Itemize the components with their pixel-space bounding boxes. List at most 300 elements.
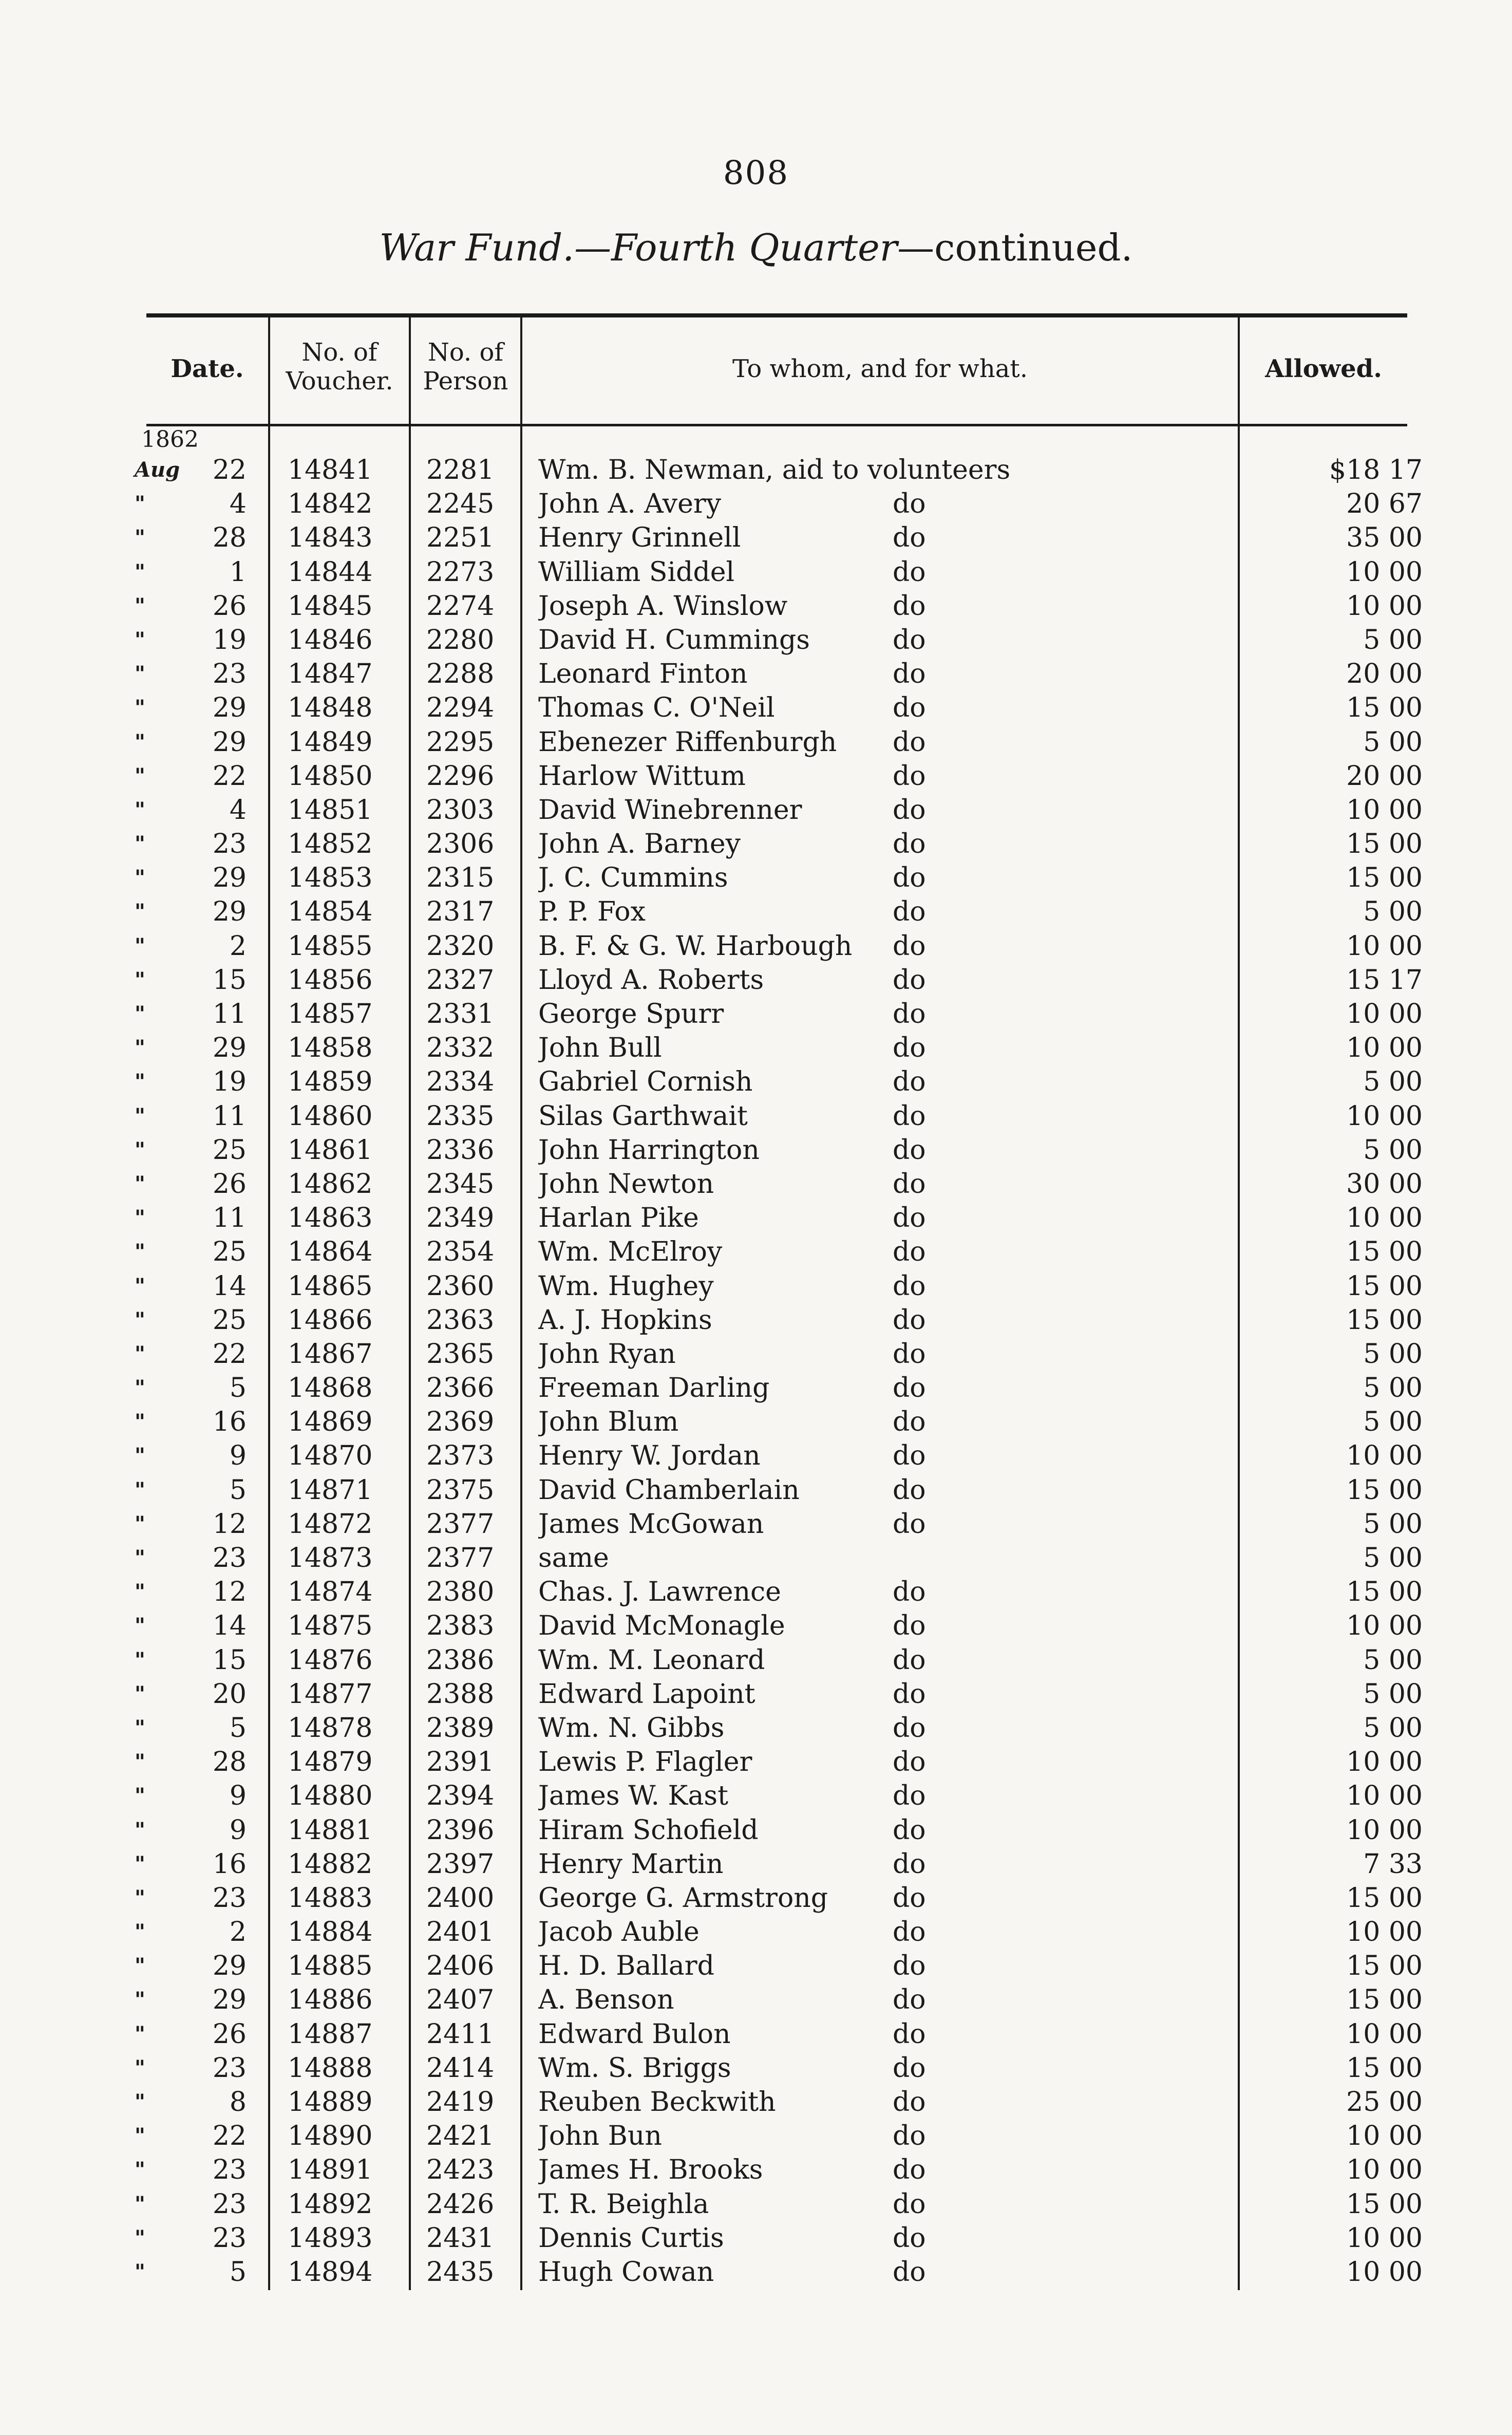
row-person-number: 2401 [426,1917,495,1948]
row-payee [538,1235,1226,1269]
table-row [0,1915,1512,1949]
row-payee-name: Jacob Auble [538,1917,700,1948]
row-day: 23 [212,2222,247,2254]
row-day: 12 [212,1577,247,1608]
row-month: " [135,1851,145,1876]
table-row [0,1065,1512,1099]
table-row [0,1269,1512,1303]
row-payee-name: Hugh Cowan [538,2256,714,2288]
row-payee [538,1439,1226,1473]
header-allowed: Allowed. [1265,354,1382,383]
table-row [0,1813,1512,1847]
row-payee-name: J. C. Cummins [538,863,728,894]
row-month: " [135,2055,145,2080]
row-day: 29 [212,1033,247,1064]
row-voucher-number: 14889 [288,2087,373,2118]
row-person-number: 2426 [426,2188,495,2220]
row-amount: 7 33 [1363,1848,1423,1880]
row-payee-name: Harlow Wittum [538,760,746,792]
row-voucher-number: 14873 [288,1543,373,1574]
row-voucher-number: 14869 [288,1407,373,1438]
row-month: " [135,1444,145,1468]
row-payee [538,2051,1226,2085]
row-amount: 10 00 [1346,1747,1423,1778]
row-amount: 10 00 [1346,1440,1423,1472]
row-month: Aug [135,458,180,482]
row-payee-name: Wm. N. Gibbs [538,1712,725,1744]
row-day: 29 [212,726,247,758]
row-amount: 5 00 [1363,1712,1423,1744]
row-day: 15 [212,964,247,996]
row-amount: 10 00 [1346,1814,1423,1846]
row-ditto: do [893,2256,926,2288]
row-voucher-number: 14885 [288,1951,373,1982]
table-row [0,1779,1512,1813]
row-payee [538,521,1226,555]
row-day: 12 [212,1508,247,1540]
table-row [0,589,1512,623]
row-person-number: 2423 [426,2155,495,2186]
row-voucher-number: 14870 [288,1440,373,1472]
row-ditto: do [893,1712,926,1744]
row-ditto: do [893,2155,926,2186]
row-payee-name: A. Benson [538,1984,674,2016]
row-amount: 15 17 [1346,964,1423,996]
row-day: 22 [212,760,247,792]
row-ditto: do [893,1984,926,2016]
row-payee-name: John Blum [538,1407,679,1438]
table-row [0,1473,1512,1507]
row-amount: 5 00 [1363,1338,1423,1370]
row-payee [538,895,1226,929]
row-ditto: do [893,863,926,894]
row-payee [538,1473,1226,1507]
row-day: 29 [212,692,247,724]
row-person-number: 2394 [426,1781,495,1812]
row-person-number: 2334 [426,1066,495,1098]
row-day: 23 [212,659,247,690]
row-ditto: do [893,1304,926,1336]
table-row [0,1405,1512,1439]
row-month: " [135,1103,145,1128]
header-bottom-rule [146,424,1407,426]
table-row [0,1745,1512,1779]
row-payee [538,1507,1226,1541]
row-day: 23 [212,2052,247,2084]
table-row [0,487,1512,521]
row-month: " [135,832,145,856]
page-title [0,226,1512,269]
row-amount: 5 00 [1363,1134,1423,1166]
row-amount: 15 00 [1346,829,1423,860]
row-payee-name: Gabriel Cornish [538,1066,753,1098]
row-month: " [135,1750,145,1774]
table-row [0,929,1512,963]
row-ditto: do [893,1338,926,1370]
row-payee-name: George G. Armstrong [538,1882,828,1914]
row-ditto: do [893,760,926,792]
row-payee-name: Hiram Schofield [538,1814,759,1846]
table-row [0,1201,1512,1235]
row-person-number: 2435 [426,2256,495,2288]
row-month: " [135,627,145,652]
row-payee [538,487,1226,521]
row-voucher-number: 14884 [288,1917,373,1948]
row-payee-name: Ebenezer Riffenburgh [538,726,837,758]
table-row [0,453,1512,487]
row-ditto: do [893,1508,926,1540]
row-amount: 30 00 [1346,1168,1423,1200]
table-row [0,2221,1512,2255]
row-ditto: do [893,692,926,724]
row-person-number: 2280 [426,624,495,655]
row-voucher-number: 14867 [288,1338,373,1370]
row-month: " [135,1920,145,1944]
row-month: " [135,1376,145,1400]
row-voucher-number: 14857 [288,999,373,1029]
row-voucher-number: 14856 [288,964,373,996]
row-person-number: 2273 [426,556,495,588]
row-voucher-number: 14893 [288,2222,373,2254]
row-payee-name: Wm. S. Briggs [538,2052,731,2084]
row-payee [538,1915,1226,1949]
row-amount: 15 00 [1346,1984,1423,2016]
row-payee [538,1609,1226,1643]
title-continued: —continued. [897,226,1133,269]
row-ditto: do [893,1440,926,1472]
row-amount: 5 00 [1363,726,1423,758]
row-month: " [135,2021,145,2046]
row-payee-name: H. D. Ballard [538,1951,714,1982]
row-day: 29 [212,1951,247,1982]
row-payee-name: Leonard Finton [538,659,748,690]
row-payee-name: B. F. & G. W. Harbough [538,930,853,962]
row-payee-name: David Winebrenner [538,794,802,826]
row-payee [538,2119,1226,2153]
row-ditto: do [893,659,926,690]
row-person-number: 2397 [426,1848,495,1880]
row-person-number: 2303 [426,794,495,826]
row-person-number: 2391 [426,1747,495,1778]
row-payee [538,1303,1226,1337]
row-day: 2 [229,930,247,962]
row-ditto: do [893,930,926,962]
table-row [0,1643,1512,1677]
row-amount: 15 00 [1346,1882,1423,1914]
row-person-number: 2377 [426,1508,495,1540]
table-row [0,1133,1512,1167]
row-payee [538,793,1226,827]
row-amount: 10 00 [1346,1917,1423,1948]
row-payee [538,1745,1226,1779]
row-month: " [135,933,145,958]
table-row [0,725,1512,759]
row-month: " [135,1307,145,1332]
row-day: 28 [212,522,247,554]
row-day: 23 [212,2188,247,2220]
row-month: " [135,1410,145,1434]
row-voucher-number: 14855 [288,930,373,962]
row-ditto: do [893,1168,926,1200]
row-month: " [135,696,145,720]
row-amount: 10 00 [1346,794,1423,826]
row-person-number: 2377 [426,1543,495,1574]
row-month: " [135,662,145,686]
table-row [0,1337,1512,1371]
row-payee [538,929,1226,963]
row-person-number: 2315 [426,863,495,894]
row-person-number: 2421 [426,2121,495,2152]
row-month: " [135,967,145,992]
table-row [0,1949,1512,1983]
table-row [0,521,1512,555]
row-ditto: do [893,1033,926,1064]
row-ditto: do [893,964,926,996]
row-day: 5 [229,1373,247,1404]
table-row [0,2119,1512,2153]
row-month: " [135,1002,145,1026]
row-voucher-number: 14881 [288,1814,373,1846]
table-row [0,1235,1512,1269]
table-row [0,1099,1512,1133]
row-payee [538,453,1226,487]
row-day: 25 [212,1304,247,1336]
row-voucher-number: 14866 [288,1304,373,1336]
row-payee [538,555,1226,589]
table-row [0,1167,1512,1201]
row-amount: $18 17 [1329,455,1423,485]
row-person-number: 2331 [426,999,495,1029]
row-voucher-number: 14851 [288,794,373,826]
table-row [0,1371,1512,1405]
row-person-number: 2365 [426,1338,495,1370]
row-person-number: 2332 [426,1033,495,1064]
row-ditto: do [893,1610,926,1642]
row-month: " [135,1546,145,1570]
row-amount: 5 00 [1363,1644,1423,1676]
row-ditto: do [893,1951,926,1982]
row-payee [538,657,1226,691]
row-month: " [135,1273,145,1298]
row-amount: 10 00 [1346,1610,1423,1642]
row-day: 5 [229,2256,247,2288]
row-voucher-number: 14862 [288,1168,373,1200]
row-month: " [135,2192,145,2216]
row-voucher-number: 14878 [288,1712,373,1744]
row-payee [538,2255,1226,2289]
row-person-number: 2335 [426,1100,495,1132]
row-voucher-number: 14865 [288,1270,373,1302]
row-payee-name: Wm. M. Leonard [538,1644,765,1676]
row-ditto: do [893,1848,926,1880]
row-amount: 5 00 [1363,624,1423,655]
row-payee [538,725,1226,759]
row-payee [538,997,1226,1031]
row-voucher-number: 14842 [288,489,373,520]
header-voucher-line2: Voucher. [286,367,393,396]
row-amount: 5 00 [1363,1678,1423,1710]
row-person-number: 2388 [426,1678,495,1710]
row-month: " [135,866,145,890]
row-amount: 20 00 [1346,760,1423,792]
row-payee-name: John Bull [538,1033,662,1064]
row-day: 5 [229,1712,247,1744]
row-payee [538,1337,1226,1371]
row-day: 4 [229,489,247,520]
table-row [0,2051,1512,2085]
row-person-number: 2414 [426,2052,495,2084]
row-ditto: do [893,1917,926,1948]
row-ditto: do [893,2087,926,2118]
row-day: 5 [229,1474,247,1506]
row-day: 23 [212,2155,247,2186]
row-month: " [135,1240,145,1264]
table-row [0,2017,1512,2051]
row-payee-name: Chas. J. Lawrence [538,1577,781,1608]
row-amount: 5 00 [1363,1066,1423,1098]
row-voucher-number: 14888 [288,2052,373,2084]
table-row [0,691,1512,725]
row-voucher-number: 14877 [288,1678,373,1710]
row-payee-name: John Newton [538,1168,714,1200]
row-voucher-number: 14891 [288,2155,373,2186]
table-row [0,623,1512,657]
row-person-number: 2251 [426,522,495,554]
row-amount: 15 00 [1346,1577,1423,1608]
row-person-number: 2375 [426,1474,495,1506]
row-amount: 10 00 [1346,1781,1423,1812]
row-ditto: do [893,590,926,622]
row-amount: 10 00 [1346,2222,1423,2254]
row-voucher-number: 14894 [288,2256,373,2288]
row-payee [538,2085,1226,2119]
table-row [0,997,1512,1031]
row-day: 23 [212,1882,247,1914]
row-amount: 5 00 [1363,1407,1423,1438]
row-payee [538,589,1226,623]
row-ditto: do [893,2052,926,2084]
row-amount: 10 00 [1346,1203,1423,1234]
row-payee-name: Lewis P. Flagler [538,1747,752,1778]
row-payee-name: John Harrington [538,1134,760,1166]
row-person-number: 2345 [426,1168,495,1200]
row-payee-name: John A. Barney [538,829,741,860]
page-number: 808 [723,154,789,192]
row-month: " [135,2259,145,2284]
row-amount: 10 00 [1346,2155,1423,2186]
table-row [0,657,1512,691]
row-payee [538,1677,1226,1711]
row-month: " [135,1988,145,2012]
header-person-line1: No. of [427,338,504,367]
row-payee [538,623,1226,657]
table-row [0,793,1512,827]
row-month: " [135,763,145,788]
row-payee [538,1949,1226,1983]
row-payee-name: P. P. Fox [538,896,646,928]
row-month: " [135,1341,145,1366]
row-amount: 15 00 [1346,1474,1423,1506]
header-person [411,338,520,396]
row-month: " [135,2225,145,2250]
row-month: " [135,900,145,924]
row-payee [538,861,1226,895]
table-row [0,1847,1512,1881]
row-amount: 15 00 [1346,692,1423,724]
row-payee-name: Thomas C. O'Neil [538,692,775,724]
row-ditto: do [893,1747,926,1778]
table-row [0,1439,1512,1473]
table-row [0,2085,1512,2119]
row-voucher-number: 14847 [288,659,373,690]
table-row [0,1881,1512,1915]
row-month: " [135,492,145,516]
row-voucher-number: 14863 [288,1203,373,1234]
row-payee-name: Edward Bulon [538,2018,731,2050]
row-person-number: 2320 [426,930,495,962]
row-day: 19 [212,1066,247,1098]
row-amount: 15 00 [1346,1951,1423,1982]
row-payee-name: John Ryan [538,1338,676,1370]
row-month: " [135,1511,145,1536]
row-day: 25 [212,1237,247,1268]
row-day: 22 [212,2121,247,2152]
table-row [0,1303,1512,1337]
row-amount: 5 00 [1363,1543,1423,1574]
row-person-number: 2389 [426,1712,495,1744]
row-payee-name: Joseph A. Winslow [538,590,788,622]
row-ditto: do [893,1407,926,1438]
row-payee [538,1167,1226,1201]
row-voucher-number: 14861 [288,1134,373,1166]
row-ditto: do [893,1203,926,1234]
row-payee-name: David McMonagle [538,1610,785,1642]
row-day: 26 [212,1168,247,1200]
row-voucher-number: 14858 [288,1033,373,1064]
row-day: 8 [229,2087,247,2118]
row-month: " [135,1137,145,1162]
row-ditto: do [893,522,926,554]
header-voucher-line1: No. of [301,338,377,367]
row-payee-name: same [538,1543,609,1574]
row-payee [538,1031,1226,1065]
title-italic: War Fund.—Fourth Quarter [379,226,898,269]
row-month: " [135,1580,145,1604]
row-day: 11 [212,1100,247,1132]
row-payee [538,2187,1226,2221]
header-purpose: To whom, and for what. [732,354,1028,383]
row-ditto: do [893,2222,926,2254]
row-day: 14 [212,1610,247,1642]
table-row [0,827,1512,861]
row-payee [538,759,1226,793]
row-payee [538,1405,1226,1439]
row-ditto: do [893,1644,926,1676]
row-payee-name: Edward Lapoint [538,1678,755,1710]
row-payee [538,1643,1226,1677]
row-voucher-number: 14876 [288,1644,373,1676]
table-row [0,1983,1512,2017]
table-row [0,2255,1512,2289]
row-person-number: 2327 [426,964,495,996]
header-date: Date. [171,354,244,383]
row-ditto: do [893,1373,926,1404]
header-voucher [270,338,409,396]
row-amount: 15 00 [1346,1304,1423,1336]
row-voucher-number: 14892 [288,2188,373,2220]
row-person-number: 2400 [426,1882,495,1914]
row-voucher-number: 14852 [288,829,373,860]
